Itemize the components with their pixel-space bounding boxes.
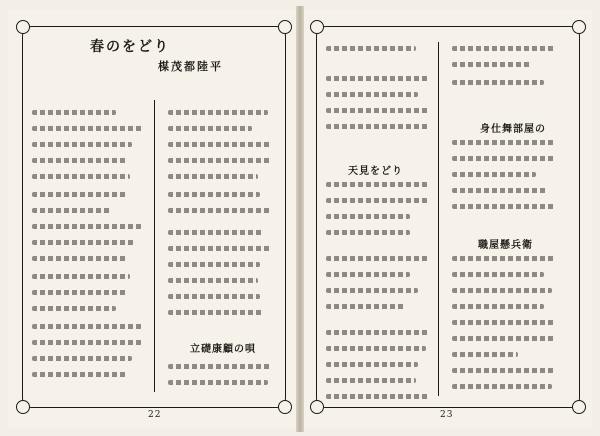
verse-line bbox=[168, 208, 272, 213]
verse-line bbox=[326, 256, 428, 261]
verse-line bbox=[326, 46, 416, 51]
section-heading: 立礎康顧の唄 bbox=[190, 344, 256, 355]
verse-line bbox=[168, 174, 258, 179]
verse-line bbox=[452, 140, 554, 145]
verse-line bbox=[32, 142, 132, 147]
frame-corner bbox=[572, 400, 586, 414]
verse-line bbox=[452, 80, 544, 85]
verse-line bbox=[32, 274, 130, 279]
verse-line bbox=[168, 380, 268, 385]
section-heading: 天見をどり bbox=[348, 166, 403, 177]
verse-line bbox=[168, 126, 252, 131]
verse-line bbox=[32, 240, 136, 245]
verse-line bbox=[326, 76, 428, 81]
author-name: 楳茂都陸平 bbox=[158, 60, 223, 73]
section-heading: 職屋懸兵衛 bbox=[478, 240, 533, 251]
verse-line bbox=[32, 356, 132, 361]
frame-corner bbox=[16, 20, 30, 34]
verse-line bbox=[452, 188, 548, 193]
section-heading: 身仕舞部屋の bbox=[480, 124, 546, 135]
verse-line bbox=[32, 290, 128, 295]
verse-line bbox=[32, 324, 142, 329]
left-page bbox=[8, 10, 296, 428]
verse-line bbox=[32, 372, 128, 377]
verse-line bbox=[452, 336, 556, 341]
verse-line bbox=[326, 288, 418, 293]
verse-line bbox=[326, 108, 430, 113]
verse-line bbox=[452, 384, 552, 389]
verse-line bbox=[326, 346, 426, 351]
page-number: 22 bbox=[148, 410, 162, 420]
column-divider bbox=[438, 42, 439, 396]
book-gutter bbox=[296, 6, 304, 432]
verse-line bbox=[168, 364, 272, 369]
right-page bbox=[304, 10, 592, 428]
verse-line bbox=[452, 288, 552, 293]
page-number: 23 bbox=[440, 410, 454, 420]
page-title: 春のをどり bbox=[90, 39, 170, 55]
verse-line bbox=[452, 62, 532, 67]
verse-line bbox=[326, 304, 406, 309]
verse-line bbox=[326, 182, 428, 187]
frame-corner bbox=[16, 400, 30, 414]
frame-corner bbox=[310, 400, 324, 414]
frame-corner bbox=[310, 20, 324, 34]
title-block bbox=[30, 36, 280, 54]
verse-line bbox=[32, 224, 142, 229]
verse-line bbox=[452, 46, 556, 51]
verse-line bbox=[32, 208, 112, 213]
verse-line bbox=[32, 158, 128, 163]
verse-line bbox=[168, 158, 272, 163]
verse-line bbox=[326, 362, 418, 367]
verse-line bbox=[326, 214, 410, 219]
verse-line bbox=[452, 156, 556, 161]
frame-corner bbox=[278, 20, 292, 34]
verse-line bbox=[452, 272, 544, 277]
verse-line bbox=[168, 110, 268, 115]
verse-line bbox=[32, 256, 128, 261]
verse-line bbox=[168, 278, 258, 283]
verse-line bbox=[326, 124, 428, 129]
frame-corner bbox=[278, 400, 292, 414]
verse-line bbox=[452, 204, 556, 209]
verse-line bbox=[326, 92, 418, 97]
verse-line bbox=[452, 304, 544, 309]
verse-line bbox=[326, 272, 410, 277]
verse-line bbox=[32, 174, 130, 179]
verse-line bbox=[452, 320, 556, 325]
verse-line bbox=[452, 172, 536, 177]
verse-line bbox=[32, 340, 142, 345]
verse-line bbox=[326, 330, 430, 335]
verse-line bbox=[168, 262, 260, 267]
verse-line bbox=[168, 294, 260, 299]
frame-corner bbox=[572, 20, 586, 34]
verse-line bbox=[452, 256, 556, 261]
verse-line bbox=[168, 142, 272, 147]
column-divider bbox=[154, 100, 155, 392]
verse-line bbox=[326, 378, 416, 383]
verse-line bbox=[326, 230, 410, 235]
verse-line bbox=[168, 230, 264, 235]
verse-line bbox=[168, 246, 272, 251]
verse-line bbox=[326, 198, 428, 203]
verse-line bbox=[168, 192, 260, 197]
verse-line bbox=[32, 306, 116, 311]
verse-line bbox=[32, 192, 128, 197]
verse-line bbox=[452, 368, 556, 373]
verse-line bbox=[326, 394, 430, 399]
verse-line bbox=[32, 126, 144, 131]
verse-line bbox=[32, 110, 116, 115]
verse-line bbox=[452, 352, 518, 357]
verse-line bbox=[168, 310, 264, 315]
